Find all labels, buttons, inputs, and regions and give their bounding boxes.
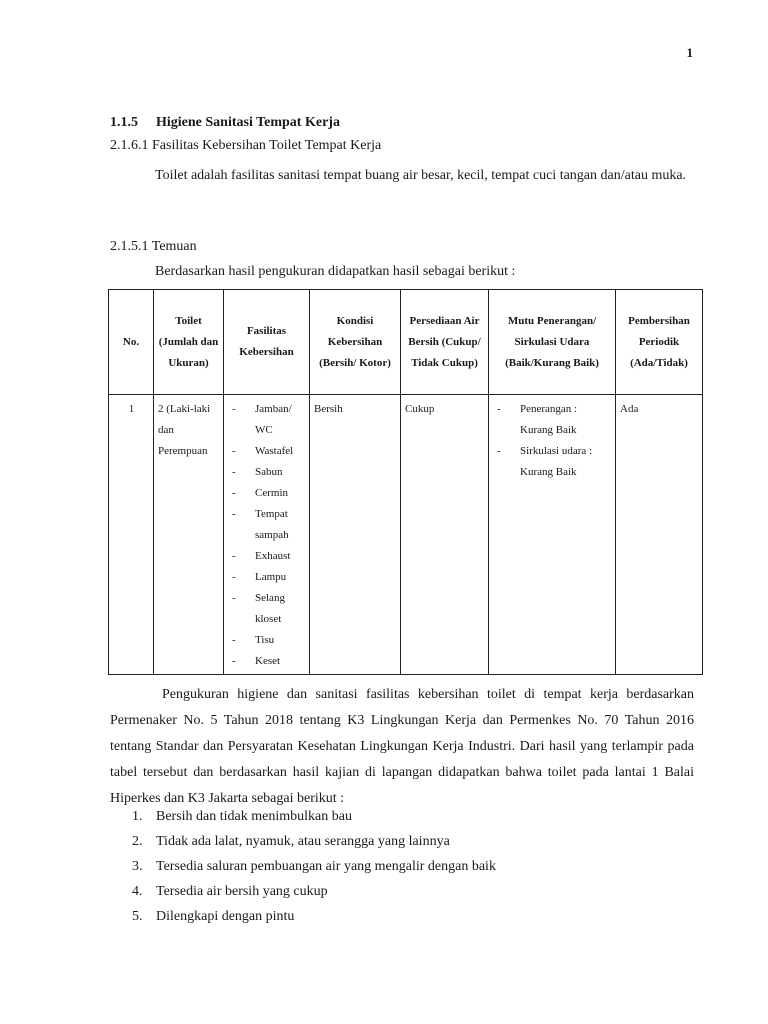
page-number: 1: [686, 45, 693, 60]
header-condition: Kondisi Kebersihan (Bersih/ Kotor): [310, 290, 401, 395]
list-item: 3. Tersedia saluran pembuangan air yang mengalir dengan baik: [132, 859, 496, 874]
cell-water: Cukup: [401, 395, 489, 675]
dash-marker: -: [232, 403, 236, 415]
list-item: - Lampu: [228, 567, 306, 588]
section-heading: [110, 115, 340, 131]
list-item: 2. Tidak ada lalat, nyamuk, atau serangga yang lainnya: [132, 834, 450, 849]
intro-text: Berdasarkan hasil pengukuran didapatkan hasil sebagai berikut :: [155, 264, 516, 279]
findings-table: [108, 289, 703, 675]
header-water: Persediaan Air Bersih (Cukup/ Tidak Cukup): [401, 290, 489, 395]
header-toilet: Toilet (Jumlah dan Ukuran): [154, 290, 224, 395]
paragraph-measurement: Pengukuran higiene dan sanitasi fasilitas kebersihan toilet di tempat kerja berdasarkan Permenaker No. 5 Tahun 2018 tentang K3 Lingkungan Kerja dan Permenkes No. 70 Tahun 2016 tentang Standar dan Persyaratan Kesehatan Lingkungan Kerja Industri. Dari hasil yang terlampir pada tabel tersebut dan berdasarkan hasil kajian di lapangan didapatkan bahwa toilet pada lantai 1 Balai Hiperkes dan K3 Jakarta sebagai berikut :: [110, 687, 694, 806]
list-item: - Sabun: [228, 462, 306, 483]
section-title: Higiene Sanitasi Tempat Kerja: [156, 115, 340, 130]
cell-cleaning: Ada: [616, 395, 703, 675]
dash-marker: -: [232, 550, 236, 562]
findings-list: [110, 808, 496, 933]
dash-marker: -: [232, 634, 236, 646]
list-item: - Selang kloset: [228, 588, 306, 630]
table-header-row: [109, 290, 703, 395]
list-item: - Keset: [228, 651, 306, 672]
header-cleaning: Pembersihan Periodik (Ada/Tidak): [616, 290, 703, 395]
list-item: - Exhaust: [228, 546, 306, 567]
quality-list: [493, 399, 612, 483]
subheading-findings: 2.1.5.1 Temuan: [110, 239, 197, 254]
list-item: - Wastafel: [228, 441, 306, 462]
cell-quality: [489, 395, 616, 675]
list-item: - Jamban/ WC: [228, 399, 306, 441]
list-item: - Tisu: [228, 630, 306, 651]
dash-marker: -: [232, 445, 236, 457]
section-number: 1.1.5: [110, 115, 138, 130]
header-no: No.: [109, 290, 154, 395]
list-item: 1. Bersih dan tidak menimbulkan bau: [132, 809, 352, 824]
dash-marker: -: [497, 403, 501, 415]
facilities-list: [228, 399, 306, 672]
dash-marker: -: [497, 445, 501, 457]
list-item: 5. Dilengkapi dengan pintu: [132, 909, 295, 924]
cell-toilet: 2 (Laki-laki dan Perempuan: [154, 395, 224, 675]
header-facilities: Fasilitas Kebersihan: [224, 290, 310, 395]
table-row: [109, 395, 703, 675]
list-item: - Cermin: [228, 483, 306, 504]
cell-no: 1: [109, 395, 154, 675]
cell-facilities: [224, 395, 310, 675]
dash-marker: -: [232, 487, 236, 499]
dash-marker: -: [232, 571, 236, 583]
paragraph-toilet-definition: Toilet adalah fasilitas sanitasi tempat buang air besar, kecil, tempat cuci tangan dan/atau muka.: [155, 168, 687, 183]
dash-marker: -: [232, 655, 236, 667]
subheading-facilities: 2.1.6.1 Fasilitas Kebersihan Toilet Tempat Kerja: [110, 138, 382, 153]
list-item: - Penerangan : Kurang Baik: [493, 399, 612, 441]
cell-condition: Bersih: [310, 395, 401, 675]
list-item: 4. Tersedia air bersih yang cukup: [132, 884, 328, 899]
dash-marker: -: [232, 508, 236, 520]
header-quality: Mutu Penerangan/ Sirkulasi Udara (Baik/Kurang Baik): [489, 290, 616, 395]
list-item: - Tempat sampah: [228, 504, 306, 546]
list-item: - Sirkulasi udara : Kurang Baik: [493, 441, 612, 483]
dash-marker: -: [232, 466, 236, 478]
dash-marker: -: [232, 592, 236, 604]
